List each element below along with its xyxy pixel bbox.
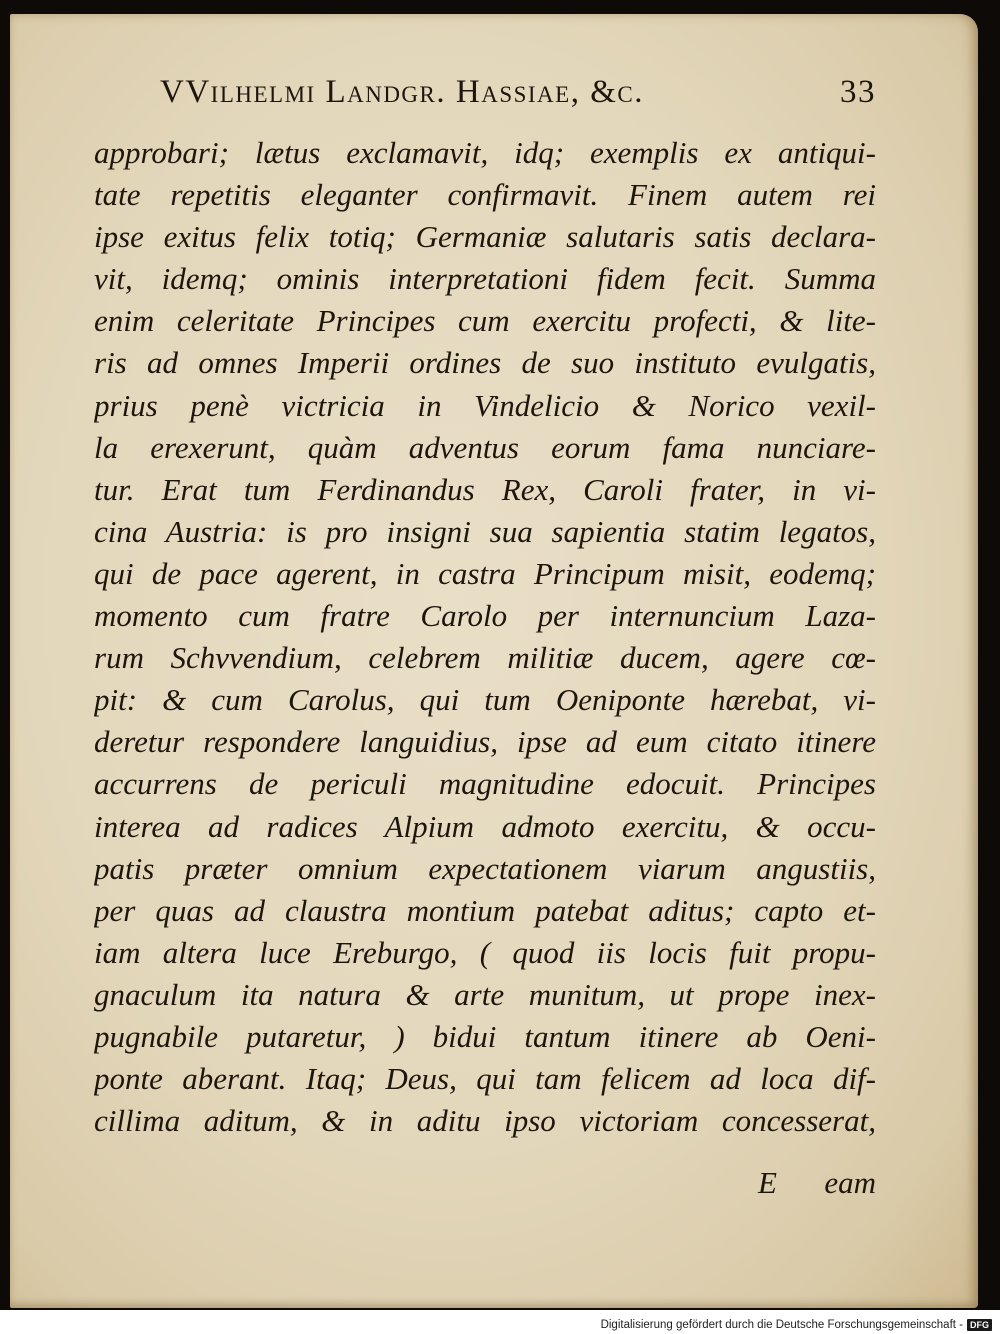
footer-credit: Digitalisierung gefördert durch die Deutsche Forschungsgemeinschaft - [600, 1319, 963, 1331]
catchword: eam [824, 1165, 876, 1200]
text-line: accurrens de periculi magnitudine edocuit. Principes [94, 766, 876, 802]
text-line: la erexerunt, quàm adventus eorum fama nunciare- [94, 429, 876, 465]
text-line: ipse exitus felix totiq; Germaniæ salutaris satis declara- [94, 219, 876, 255]
page-header [160, 74, 876, 111]
text-line: per quas ad claustra montium patebat aditus; capto et- [94, 892, 876, 928]
text-line: rum Schvvendium, celebrem militiæ ducem, agere cœ- [94, 640, 876, 676]
text-line: vit, idemq; ominis interpretationi fidem fecit. Summa [94, 261, 876, 297]
signature-mark: E [758, 1165, 777, 1200]
text-line: deretur respondere languidius, ipse ad eum citato itinere [94, 724, 876, 760]
running-title: VVilhelmi Landgr. Hassiae, &c. [160, 74, 644, 110]
text-line: enim celeritate Principes cum exercitu profecti, & lite- [94, 303, 876, 339]
digitization-footer [601, 1319, 992, 1331]
text-line: qui de pace agerent, in castra Principum misit, eodemq; [94, 555, 876, 591]
text-line: gnaculum ita natura & arte munitum, ut prope inex- [94, 976, 876, 1012]
dfg-logo-icon: DFG [967, 1319, 992, 1331]
body-text [94, 132, 876, 1142]
text-line: approbari; lætus exclamavit, idq; exemplis ex antiqui- [94, 135, 876, 170]
text-line: ponte aberant. Itaq; Deus, qui tam felicem ad loca dif- [94, 1061, 876, 1097]
text-line: momento cum fratre Carolo per internuncium Laza- [94, 598, 876, 634]
text-line: pugnabile putaretur, ) bidui tantum itinere ab Oeni- [94, 1018, 876, 1054]
catch-line [94, 1165, 876, 1207]
text-line: iam altera luce Ereburgo, ( quod iis locis fuit propu- [94, 934, 876, 970]
text-line: patis præter omnium expectationem viarum angustiis, [94, 850, 876, 886]
text-line: tur. Erat tum Ferdinandus Rex, Caroli frater, in vi- [94, 471, 876, 507]
text-line: pit: & cum Carolus, qui tum Oeniponte hærebat, vi- [94, 682, 876, 718]
text-line: tate repetitis eleganter confirmavit. Finem autem rei [94, 177, 876, 213]
text-line: interea ad radices Alpium admoto exercitu, & occu- [94, 808, 876, 844]
text-line: cillima aditum, & in aditu ipso victoriam concesserat, [94, 1103, 876, 1139]
text-line: cina Austria: is pro insigni sua sapientia statim legatos, [94, 513, 876, 549]
book-page [10, 14, 978, 1308]
text-line: prius penè victricia in Vindelicio & Norico vexil- [94, 387, 876, 423]
text-line: ris ad omnes Imperii ordines de suo instituto evulgatis, [94, 345, 876, 381]
page-number: 33 [840, 74, 876, 110]
